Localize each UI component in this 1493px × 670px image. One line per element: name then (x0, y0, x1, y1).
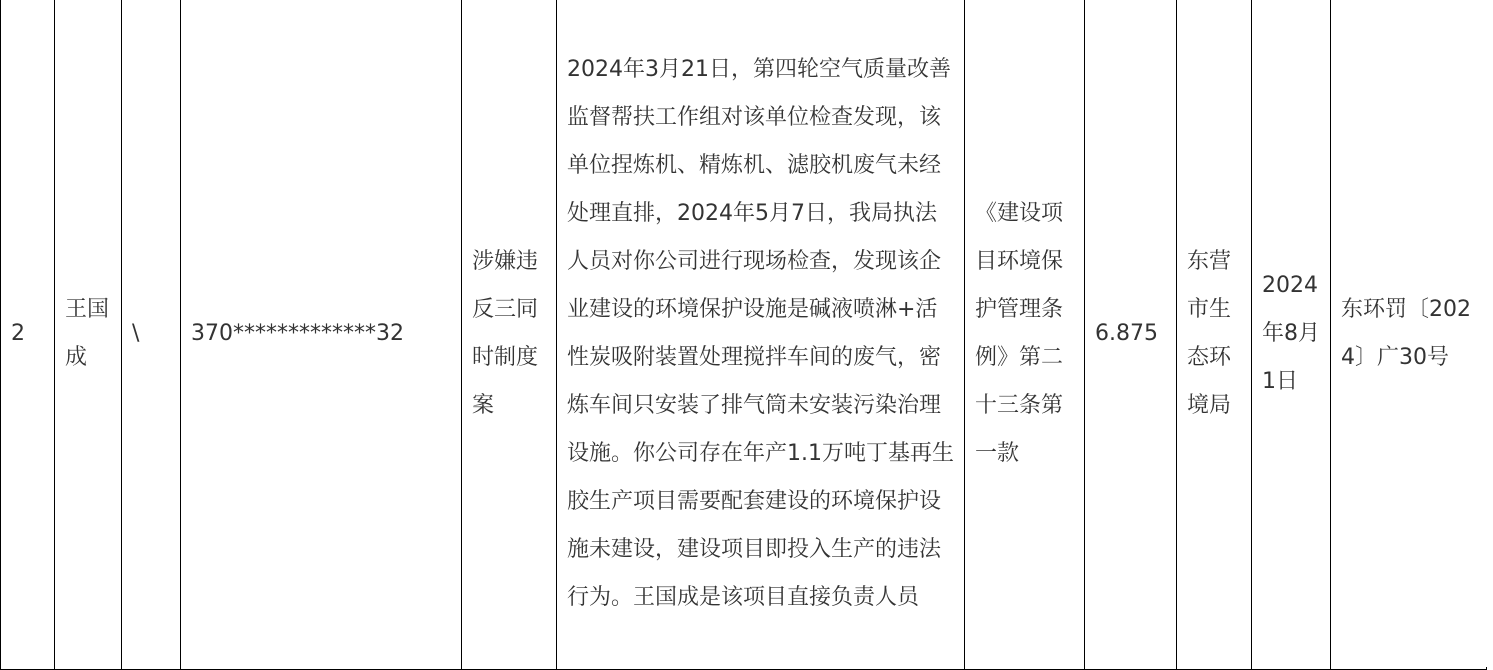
code-cell: \ (122, 0, 181, 670)
document-number-cell: 东环罚〔2024〕广30号 (1331, 0, 1487, 670)
legal-basis-cell: 《建设项目环境保护管理条例》第二十三条第一款 (965, 0, 1085, 670)
decision-date-cell: 2024年8月1日 (1252, 0, 1331, 670)
violation-content-cell: 2024年3月21日，第四轮空气质量改善监督帮扶工作组对该单位检查发现，该单位捏炼机、精炼机、滤胶机废气未经处理直排，2024年5月7日，我局执法人员对你公司进行现场检查，发现该企业建设的环境保护设施是碱液喷淋+活性炭吸附装置处理搅拌车间的废气，密炼车间只安装了排气筒未安装污染治理设施。你公司存在年产1.1万吨丁基再生胶生产项目需要配套建设的环境保护设施未建设，建设项目即投入生产的违法行为。王国成是该项目直接负责人员 (557, 0, 965, 670)
id-number-cell: 370*************32 (181, 0, 462, 670)
authority-cell: 东营市生态环境局 (1177, 0, 1252, 670)
table-row (1, 0, 1487, 670)
person-name-cell: 王国成 (55, 0, 122, 670)
row-index-cell: 2 (1, 0, 55, 670)
penalty-amount-cell: 6.875 (1085, 0, 1177, 670)
case-type-cell: 涉嫌违反三同时制度案 (462, 0, 557, 670)
right-margin (1486, 0, 1493, 667)
